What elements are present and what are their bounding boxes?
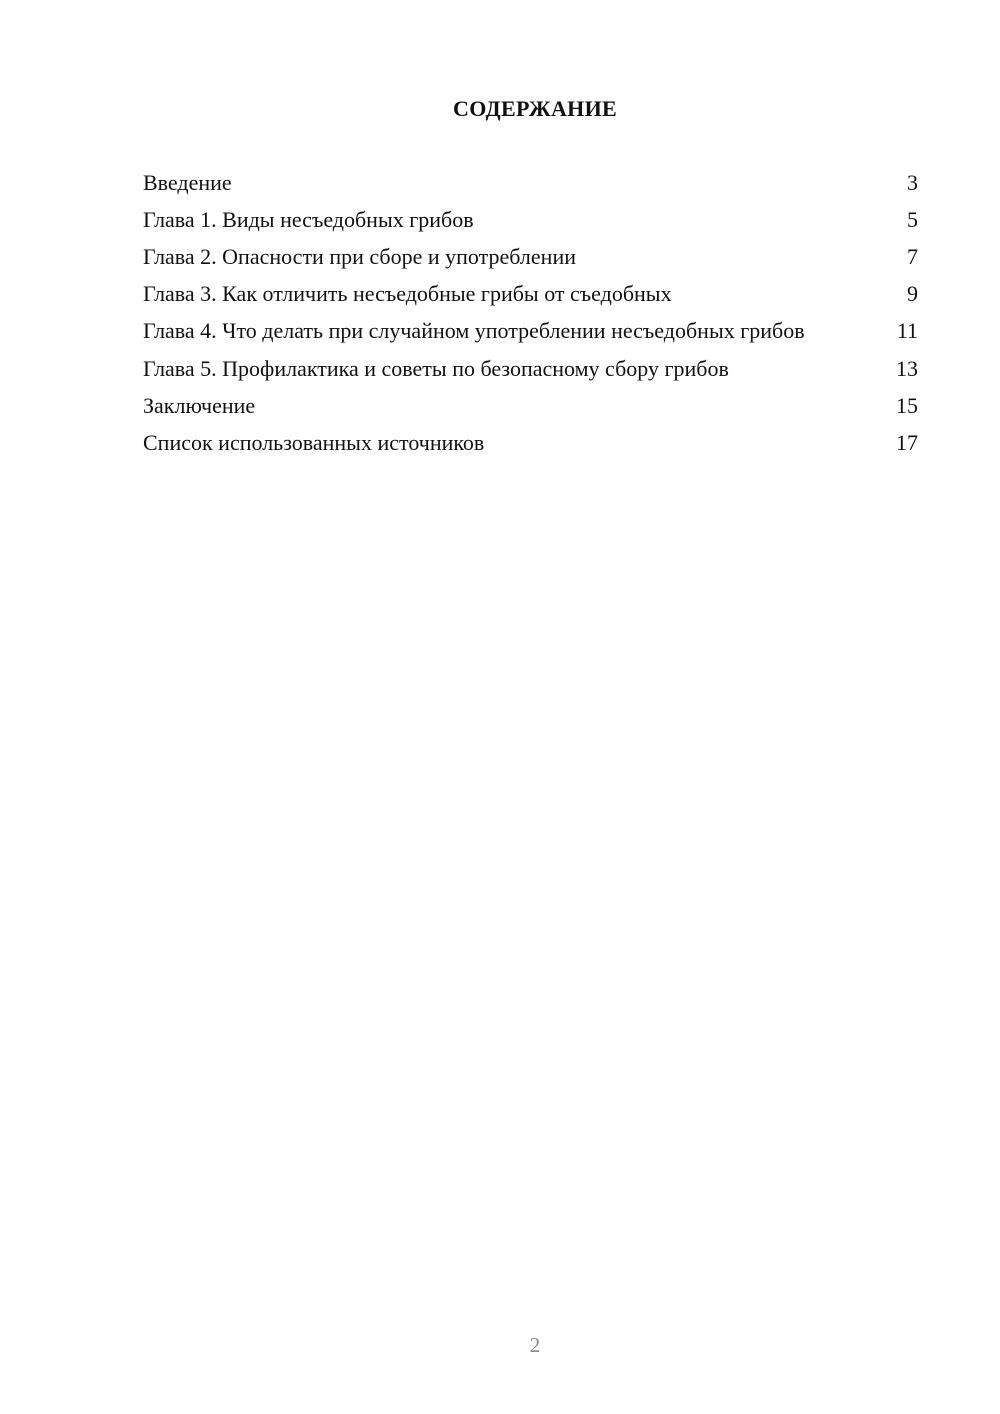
toc-entry-chapter-4[interactable] [143, 318, 918, 344]
toc-entry-page: 5 [907, 207, 918, 232]
toc-entry-page: 3 [907, 170, 918, 195]
toc-entry-label: Глава 2. Опасности при сборе и употреблении [143, 244, 576, 269]
toc-entry-label: Глава 3. Как отличить несъедобные грибы от съедобных [143, 281, 672, 306]
toc-entry-page: 11 [896, 318, 918, 343]
toc-entry-label: Список использованных источников [143, 430, 485, 455]
toc-entry-references[interactable] [143, 430, 918, 456]
toc-entry-label: Заключение [143, 393, 256, 418]
toc-entry-conclusion[interactable] [143, 393, 918, 419]
toc-entry-chapter-3[interactable] [143, 281, 918, 307]
page-number: 2 [529, 1333, 541, 1357]
toc-entry-page: 15 [896, 393, 918, 418]
toc-entry-chapter-1[interactable] [143, 207, 918, 233]
toc-entry-page: 7 [907, 244, 918, 269]
table-of-contents [143, 170, 918, 467]
toc-entry-chapter-5[interactable] [143, 356, 918, 382]
toc-entry-chapter-2[interactable] [143, 244, 918, 270]
toc-entry-page: 13 [896, 356, 918, 381]
toc-entry-label: Глава 4. Что делать при случайном употреблении несъедобных грибов [143, 318, 805, 343]
toc-heading: СОДЕРЖАНИЕ [453, 96, 617, 121]
toc-entry-page: 17 [896, 430, 918, 455]
toc-entry-label: Глава 1. Виды несъедобных грибов [143, 207, 474, 232]
toc-entry-label: Глава 5. Профилактика и советы по безопасному сбору грибов [143, 356, 729, 381]
toc-entry-introduction[interactable] [143, 170, 918, 196]
toc-entry-label: Введение [143, 170, 232, 195]
toc-entry-page: 9 [907, 281, 918, 306]
